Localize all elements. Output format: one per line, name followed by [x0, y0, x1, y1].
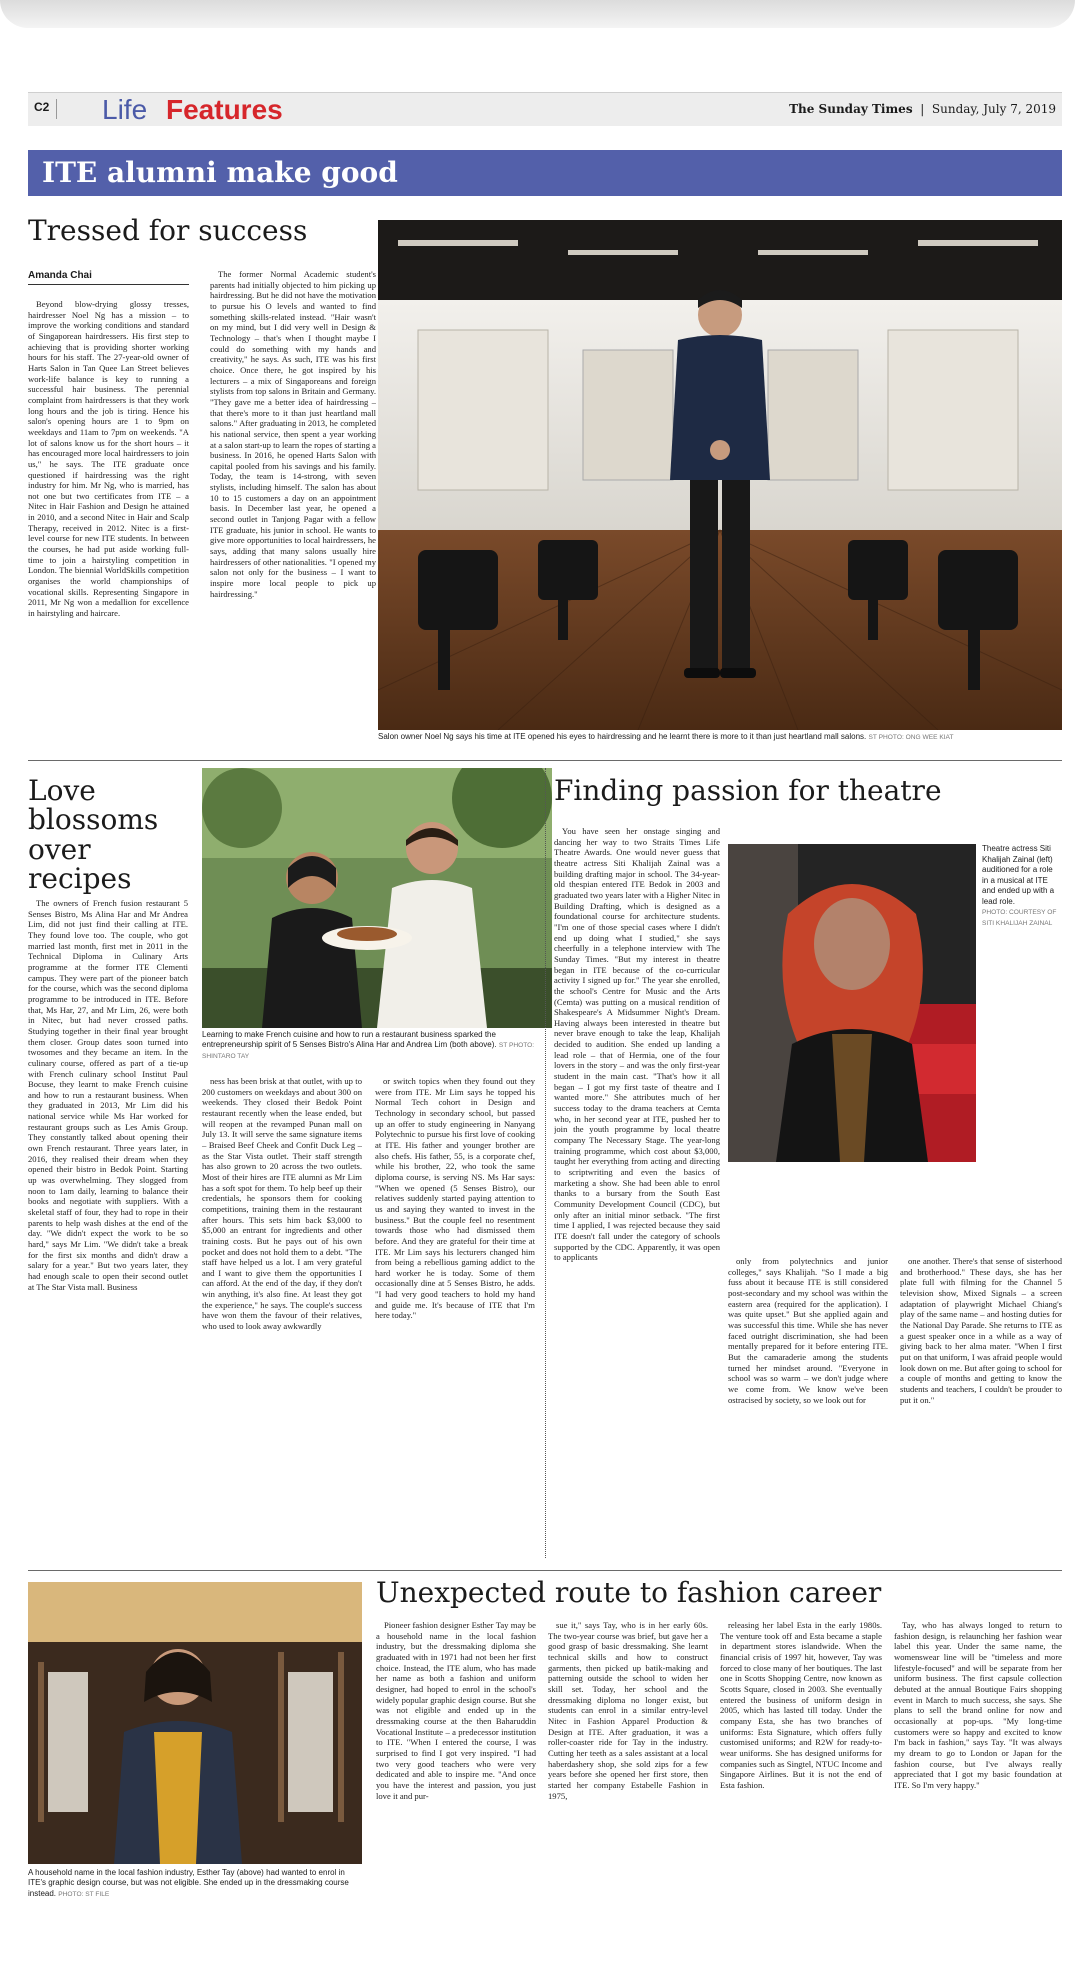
story1-credit: ST PHOTO: ONG WEE KIAT	[868, 734, 954, 741]
story2-credit: ST PHOTO: SHINTARO TAY	[202, 1042, 535, 1060]
story1-column-1: Beyond blow-drying glossy tresses, hairdresser Noel Ng has a mission – to improve the working conditions and standard of Singaporean hairdressers. His first step to achieving that is providing shorter working hours for his staff. The 27-year-old owner of Harts Salon in Tan Quee Lan Street believes work-life balance is key to running a successful hair business. The perennial complaint from hairdressers is that they work long hours and the job is tiring. Hence his salon's opening hours are 1 to 9pm on weekdays and 11am to 7pm on weekends. "A lot of salons know us for the short hours – it has encouraged more local hairdressers to join us," he says. The ITE graduate once questioned if hairdressing was the right industry for him. Mr Ng, who is married, has not one but two certificates from ITE – a Nitec in Hair Fashion and Design he attained in 2010, and a second Nitec in Hair and Scalp Therapy, received in 2012. Nitec is a first-level course for new ITE students. In between the courses, he had put aside working full-time to join a hairstyling competition in London. The biennial WorldSkills competition organises the world championships of vocational skills. Representing Singapore in 2011, Mr Ng won a medallion for excellence in hairstyling and haircare.	[28, 299, 189, 619]
story1-caption: Salon owner Noel Ng says his time at ITE opened his eyes to hairdressing and he learnt there is more to it than just heartland mall salons. ST PHOTO: ONG WEE KIAT	[378, 732, 954, 741]
story4-column-1: Pioneer fashion designer Esther Tay may be a household name in the local fashion industry, but the dressmaking diploma she graduated with in 1971 had not been her first choice. Instead, the ITE alum, who has made her name as both a fashion and uniform designer, had hoped to enrol in the school's widely popular graphic design course. But she was not eligible and ended up in the dressmaking course at the then Baharuddin Vocational Institute – a predecessor institution to ITE. "When I entered the course, I was surprised to find I got very inspired. "I had two very good teachers who were very dedicated and able to inspire me. "And once you have the interest and passion, you just love it and pur-	[376, 1620, 536, 1801]
section-life: Life	[102, 94, 148, 125]
actress-photo	[728, 844, 976, 1162]
story3-column-2: only from polytechnics and junior colleges," says Khalijah. "So I made a big fuss about it because ITE is still considered post-secondary and my school was within the eastern area (required for the application). I was quite upset." But she applied again and was successful this time. While she has never faced outright discrimination, she had been mentally prepared for it before entering ITE. But the camaraderie among the students turned her mindset around. "Everyone in school was so warm – we don't judge where we come from. We know we've been ostracised by society, so we look out for	[728, 1256, 888, 1405]
story2-caption: Learning to make French cuisine and how to run a restaurant business sparked the entrepreneurship spirit of 5 Senses Bistro's Alina Har and Andrea Lim (both above). ST PHOTO: SHINTARO TAY	[202, 1030, 535, 1060]
story1-column-2: The former Normal Academic student's parents had initially objected to him picking up hairdressing. But he did not have the motivation to pursue his O levels and wanted to find something skills-related instead. "Hair wasn't on my mind, but I did very well in Design & Technology – that's when I thought maybe I could do something with my hands and creativity," he says. As such, ITE was his first choice. Once there, he got inspired by his lecturers – a mix of Singaporeans and foreign stylists from top salons in Britain and Germany. "They gave me a better idea of hairdressing – that there's more to it than just heartland mall salons." After graduating in 2013, he completed his national service, then spent a year working at a salon start-up to learn the ropes of starting a business. In 2016, he opened Harts Salon with capital pooled from his savings and his family. Today, the team is 14-strong, with seven stylists, including himself. The salon has about 10 to 15 customers a day on an appointment basis. In December last year, he opened a second outlet in Tanjong Pagar with a fellow ITE graduate, his junior in school. He wants to give more opportunities to local hairdressers, he says, adding that many salons usually hire hairdressers of other nationalities. "I opened my salon not only for the business – I want to inspire more local people to pick up hairdressing."	[210, 269, 376, 599]
story4-caption: A household name in the local fashion industry, Esther Tay (above) had wanted to enrol in ITE's graphic design course, but was not eligible. She ended up in the dressmaking course instead. PHOTO: ST FILE	[28, 1868, 349, 1898]
story4-headline: Unexpected route to fashion career	[376, 1576, 882, 1609]
salon-photo-art	[378, 220, 1062, 730]
story4-credit: PHOTO: ST FILE	[58, 1890, 110, 1898]
story2-headline: Love blossoms over recipes	[28, 774, 159, 896]
story4-column-4: Tay, who has always longed to return to fashion design, is relaunching her fashion wear label this year. Under the same name, the womenswear line will be "timeless and more lifestyle-focused" and will be separate from her uniform business. The first capsule collection debuted at the annual Boutique Fairs shopping event in March to much success, she says. She plans to sell the brand online for now and occasionally at pop-ups. "My long-time customers were so happy and excited to know I'm back in fashion," says Tay. "It was always my dream to go to London or Japan for the fashion course, but I've always really appreciated that I got my basic foundation at ITE. So I'm very happy."	[894, 1620, 1062, 1790]
story4-column-3: releasing her label Esta in the early 1980s. The venture took off and Esta became a staple in department stores islandwide. When the financial crisis of 1997 hit, however, Tay was forced to close many of her boutiques. The last one in Scotts Shopping Centre, now known as Scotts Square, closed in 2003. She eventually entered the business of uniform design in 2005, which has lasted till today. Under the company Esta, she has two branches of uniforms: Esta Signature, which offers fully customised uniforms; and R2W for ready-to-wear uniforms. She has designed uniforms for companies such as Singtel, NTUC Income and Singapore Airlines. But it is not the end of Esta fashion.	[720, 1620, 882, 1790]
paper-dateline: The Sunday Times | Sunday, July 7, 2019	[789, 102, 1056, 116]
story3-credit: PHOTO: COURTESY OF SITI KHALIJAH ZAINAL	[982, 909, 1057, 927]
designer-photo-art	[28, 1582, 362, 1864]
story1-byline: Amanda Chai	[28, 270, 189, 285]
couple-photo-art	[202, 768, 552, 1028]
actress-photo-art	[728, 844, 976, 1162]
designer-photo	[28, 1582, 362, 1864]
story4-column-2: sue it," says Tay, who is in her early 60s. The two-year course was brief, but gave her a good grasp of basic dressmaking. She learnt technical skills and how to construct garments, then picked up batik-making and patterning outside the school to widen her skill set. Today, her school and the dressmaking diploma no longer exist, but students can enrol in a similar entry-level Nitec in Fashion Apparel Production & Design at ITE. After graduation, it was a roller-coaster ride for Tay in the industry. Cutting her teeth as a sales assistant at a local haberdashery shop, she sold zips for a few years before she opened her first store, then started her company Estabelle Fashion in 1975,	[548, 1620, 708, 1801]
paper-date: Sunday, July 7, 2019	[931, 102, 1056, 116]
story1-headline: Tressed for success	[28, 214, 308, 247]
top-shadow	[0, 0, 1075, 28]
story3-column-3: one another. There's that sense of sisterhood and brotherhood." These days, she has her plate full with filming for the Channel 5 television show, Mixed Signals – a screen adaptation of playwright Michael Chiang's play of the same name – and hosting duties for the National Day Parade. She returns to ITE as a guest speaker once in a while as a way of giving back to her alma mater. "When I first put on that uniform, I was afraid people would look down on me. But after going to school for a couple of months and getting to know the students and teachers, I couldn't be prouder to put it on."	[900, 1256, 1062, 1405]
section-divider-vertical	[545, 768, 546, 1558]
story3-sidecaption: Theatre actress Siti Khalijah Zainal (left) auditioned for a role in a musical at ITE and ended up with a lead role. PHOTO: COURTESY OF SITI KHALIJAH ZAINAL	[982, 844, 1057, 927]
section-features: Features	[166, 94, 283, 125]
section-rule-1	[28, 760, 1062, 761]
story2-column-1: The owners of French fusion restaurant 5 Senses Bistro, Ms Alina Har and Mr Andrea Lim, did not just find their calling at ITE. They found love too. The couple, who got married last month, first met in 2011 in the Technical Diploma in Culinary Arts programme at the former ITE Clementi campus. They were part of the pioneer batch for the course, which was the second diploma programme to be introduced in ITE. Before that, Ms Har, 27, and Mr Lim, 26, were both in Nitec, but had never crossed paths. Studying together in their final year brought them closer. Group dates soon turned into twosomes and they became an item. In the culinary course, offered as part of a tie-up with French culinary school Institut Paul Bocuse, they learnt to make French cuisine and how to run a restaurant business. When they graduated in 2013, Mr Lim did his national service while Ms Har worked for restaurant groups such as Les Amis Group. They constantly talked about opening their own French restaurant. Three years later, in 2016, they realised their dream when they opened their bistro in Bedok Point. Starting up was overwhelming. They slogged from noon to 1am daily, learning to balance their books and negotiate with suppliers. With a skeletal staff of four, they had to rope in their parents to help wash dishes at the end of the day. "We didn't expect the work to be so hard," says Mr Lim. "We didn't take a break for the first six months and didn't draw a salary for a year." But two years later, they had enough scale to open their second outlet at The Star Vista mall. Business	[28, 898, 188, 1292]
couple-photo	[202, 768, 552, 1028]
story2-column-2: ness has been brisk at that outlet, with up to 200 customers on weekdays and about 300 on weekends. They closed their Bedok Point restaurant recently when the lease ended, but will reopen at the revamped Punan mall on July 13. It will serve the same signature items – Braised Beef Cheek and Confit Duck Leg – as the Star Vista outlet. Their staff strength has also grown to 20 across the two outlets. Most of their hires are ITE alumni as Mr Lim has a soft spot for them. To help beef up their credentials, he sponsors them for cooking competitions, training them in the restaurant after hours. This sets him back $3,000 to $5,000 an entrant for ingredients and other training costs. But he pays out of his own pocket and does not hold them to a debt. "The staff have helped us a lot. I am very grateful and I want to give them the opportunities I can afford. At the end of the day, if they don't win anything, it's also fine. At least they got the experience," he says. The couple's success have won them the favour of their relatives, who used to look away awkwardly	[202, 1076, 362, 1332]
page-number: C2	[34, 100, 50, 114]
story3-headline: Finding passion for theatre	[554, 774, 942, 807]
story3-column-1: You have seen her onstage singing and dancing her way to two Straits Times Life Theatre Awards. One would never guess that theatre actress Siti Khalijah Zainal was a building drafting major in school. The 34-year-old thespian entered ITE Bedok in 2003 and graduated two years later with a Higher Nitec in Building Drafting, which is designed as a foundational course for architecture students. "I'm one of those special cases where I didn't end up doing what I studied," she says cheerfully in a telephone interview with The Sunday Times. "But my interest in theatre began in ITE because of the co-curricular activity I signed up for." The year she enrolled, the school's Centre for Music and the Arts (Cemta) was putting on a musical rendition of Shakespeare's A Midsummer Night's Dream. Having always been interested in theatre but never brave enough to take the leap, Khalijah decided to audition. She ended up landing a lead role – that of Hermia, one of the four lovers in the story – and was the only first-year student in the main cast. "That's how it all began – I got my first taste of theatre and I wanted more." She attributes much of her success today to the drama teachers at Cemta who, in her second year at ITE, pushed her to join the youth programme by local theatre company The Necessary Stage. The year-long training programme, which cost about $3,000, taught her everything from acting and directing to scriptwriting and even the basics of marketing a show. She had been able to enrol thanks to a bursary from the South East Community Development Council (CDC), but only after an initial minor setback. "The first time I applied, I was rejected because they said ITE doesn't fall under the category of schools supported by the CDC. Apparently, it was open to applicants	[554, 826, 720, 1263]
folio-strip	[28, 92, 1062, 126]
page-banner: ITE alumni make good	[28, 150, 1062, 196]
folio-divider	[56, 99, 57, 119]
salon-photo	[378, 220, 1062, 730]
section-rule-2	[28, 1570, 1062, 1571]
story2-column-3: or switch topics when they found out they were from ITE. Mr Lim says he topped his Normal Tech cohort in Design and Technology in secondary school, but passed up an offer to study engineering in Nanyang Polytechnic to pursue his first love of cooking at ITE. His father and younger brother are also chefs. His father, 55, is a corporate chef, while his brother, 22, who took the same diploma course, is serving NS. Ms Har says: "When we opened (5 Senses Bistro), our relatives suddenly started paying attention to us and saying they wanted to invest in the business." But the couple feel no resentment towards those who had dismissed them before. And they are grateful for their time at ITE. Mr Lim says his lecturers changed him from being a rebellious gaming addict to the hard worker he is today. Some of them occasionally dine at 5 Senses Bistro, he adds. "I had very good teachers to hold my hand and guide me. It's because of ITE that I'm here today."	[375, 1076, 535, 1321]
paper-name: The Sunday Times	[789, 102, 913, 116]
